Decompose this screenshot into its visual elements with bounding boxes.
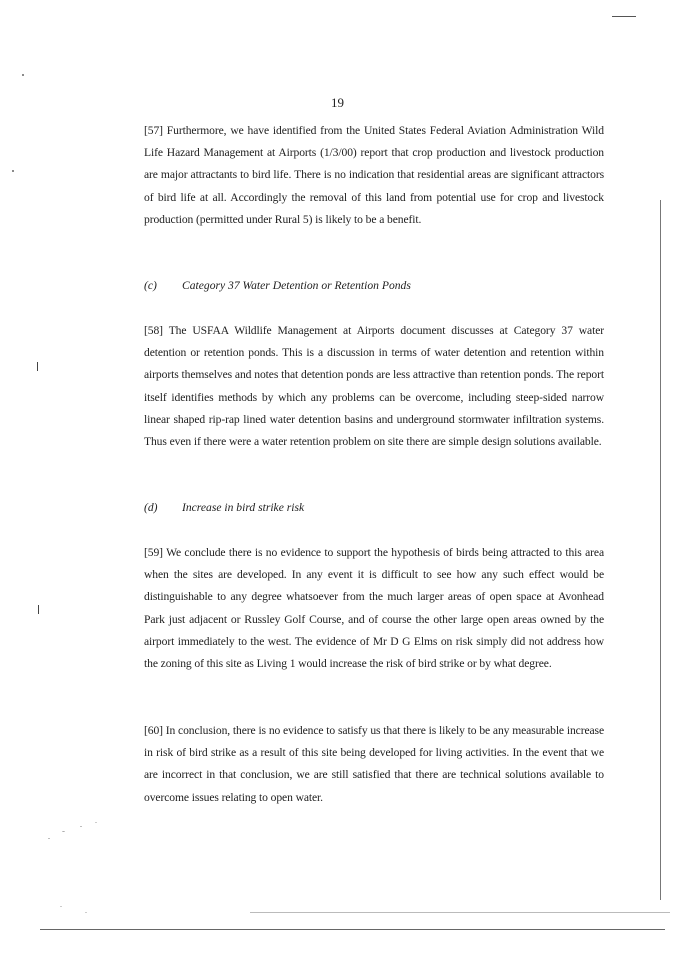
scan-dot-3: [48, 838, 50, 839]
paragraph-57: [57] Furthermore, we have identified from the United States Federal Aviation Administration Wild Life Hazard Management at Airports (1/3/00) report that crop production and livestock production are major attractants to bird life. There is no indication that residential areas are significant attractors of bird life at all. Accordingly the removal of this land from potential use for crop and livestock production (permitted under Rural 5) is likely to be a benefit.: [144, 124, 604, 226]
scan-dot-6: [95, 822, 97, 823]
scan-dot-8: [85, 912, 87, 913]
heading-d-title: Increase in bird strike risk: [182, 501, 305, 514]
scan-edge-right: [660, 200, 661, 900]
page-number: 19: [331, 95, 344, 110]
paragraph-58: [58] The USFAA Wildlife Management at Airports document discusses at Category 37 water detention or retention ponds. This is a discussion in terms of water detention and retention within airports themselves and notes that detention ponds are less attractive than retention ponds. The report itself identifies methods by which any problems can be overcome, including steep-sided narrow linear shaped rip-rap lined water detention basins and underground stormwater infiltration systems. Thus even if there were a water retention problem on site there are simple design solutions available.: [144, 324, 604, 449]
heading-c-title: Category 37 Water Detention or Retention Ponds: [182, 279, 411, 292]
scan-dot-4: [62, 831, 65, 832]
paragraph-59: [59] We conclude there is no evidence to support the hypothesis of birds being attracted to this area when the sites are developed. In any event it is difficult to see how any such effect would be distinguishable to any degree whatsoever from the much larger areas of open space at Avonhead Park just adjacent or Russley Golf Course, and of course the other large open areas owned by the airport immediately to the west. The evidence of Mr D G Elms on risk simply did not address how the zoning of this site as Living 1 would increase the risk of bird strike or by what degree.: [144, 546, 604, 671]
scan-dot-5: [80, 826, 82, 827]
scan-dot-2: [12, 170, 14, 172]
heading-d-letter: (d): [144, 501, 158, 514]
scan-dot-1: [22, 74, 24, 76]
scan-edge-bottom: [40, 929, 665, 930]
heading-c-letter: (c): [144, 279, 157, 292]
scan-mark-left-1: [37, 362, 38, 371]
scan-edge-bottom-faint: [250, 912, 670, 913]
scan-dot-7: [60, 906, 62, 907]
heading-d: [144, 501, 304, 514]
heading-c: [144, 279, 411, 292]
scan-mark-left-2: [38, 605, 39, 614]
scan-edge-top-right: [612, 16, 636, 17]
paragraph-60: [60] In conclusion, there is no evidence to satisfy us that there is likely to be any measurable increase in risk of bird strike as a result of this site being developed for living activities. In the event that we are incorrect in that conclusion, we are still satisfied that there are technical solutions available to overcome issues relating to open water.: [144, 724, 604, 804]
